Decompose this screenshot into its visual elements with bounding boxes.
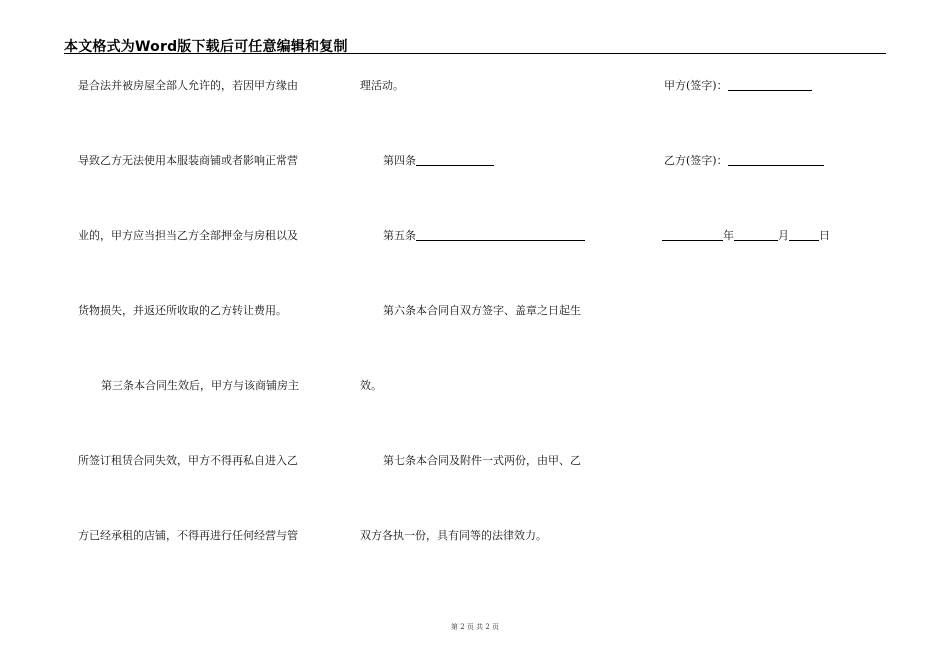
header-divider <box>64 53 886 54</box>
day-blank <box>789 229 819 241</box>
party-a-signature <box>664 79 812 93</box>
day-label: 日 <box>819 229 830 242</box>
paragraph-line: 理活动。 <box>360 79 404 92</box>
month-label: 月 <box>778 229 789 242</box>
paragraph-line: 是合法并被房屋全部人允许的，若因甲方缘由 <box>78 79 298 92</box>
party-a-label: 甲方(签字)： <box>664 79 728 92</box>
party-b-signature <box>664 154 824 168</box>
month-blank <box>734 229 778 241</box>
paragraph-line: 所签订租赁合同失效，甲方不得再私自进入乙 <box>78 454 298 467</box>
year-blank <box>662 229 723 241</box>
article-3-heading: 第三条本合同生效后，甲方与该商铺房主 <box>101 379 299 392</box>
paragraph-line: 货物损失，并返还所收取的乙方转让费用。 <box>78 304 287 317</box>
party-b-label: 乙方(签字)： <box>664 154 728 167</box>
paragraph-line: 业的，甲方应当担当乙方全部押金与房租以及 <box>78 229 298 242</box>
paragraph-line: 导致乙方无法使用本服装商铺或者影响正常营 <box>78 154 298 167</box>
page-number: 第 2 页 共 2 页 <box>450 623 500 631</box>
date-line <box>662 229 830 243</box>
article-5-blank <box>416 229 585 241</box>
party-a-signature-blank <box>728 79 812 91</box>
year-label: 年 <box>723 229 734 242</box>
article-5 <box>383 229 585 243</box>
article-7: 第七条本合同及附件一式两份，由甲、乙 <box>383 454 581 467</box>
party-b-signature-blank <box>728 154 824 166</box>
article-4 <box>383 154 494 168</box>
paragraph-line: 效。 <box>360 379 382 392</box>
article-6: 第六条本合同自双方签字、盖章之日起生 <box>383 304 581 317</box>
article-5-label: 第五条 <box>383 229 416 242</box>
article-4-label: 第四条 <box>383 154 416 167</box>
document-header-title: 本文格式为Word版下载后可任意编辑和复制 <box>64 39 348 55</box>
paragraph-line: 双方各执一份，具有同等的法律效力。 <box>360 529 547 542</box>
paragraph-line: 方已经承租的店铺，不得再进行任何经营与管 <box>78 529 298 542</box>
article-4-blank <box>416 154 494 166</box>
